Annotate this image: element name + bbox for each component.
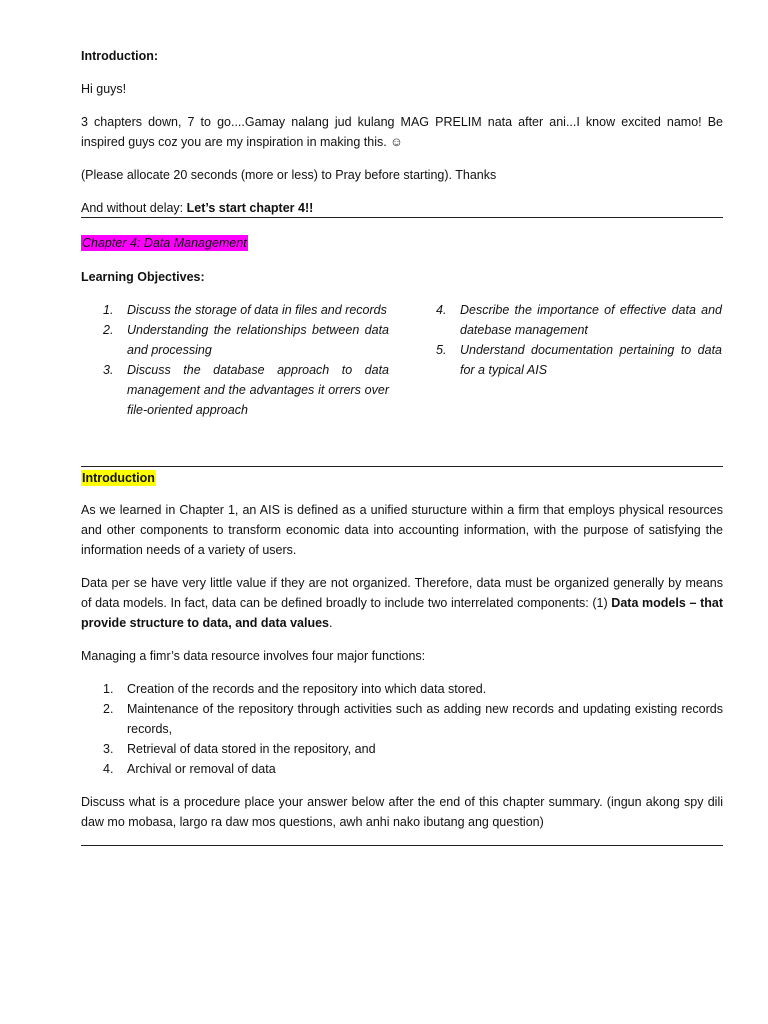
discuss-paragraph: Discuss what is a procedure place your answer below after the end of this chapter summary. (ingun akong spy dili daw mo mobasa, largo ra daw mos questions, awh anhi nako ibutang ang question) [81, 795, 723, 829]
body-paragraph-3: Managing a fimr’s data resource involves four major functions: [81, 649, 426, 663]
intro-paragraph-1: 3 chapters down, 7 to go....Gamay nalang jud kulang MAG PRELIM nata after ani...I know excited namo! Be inspired guys coz you are my inspiration in making this. ☺ [81, 115, 723, 149]
chapter-title: Chapter 4: Data Management [82, 236, 247, 250]
list-item: 5. Understand documentation pertaining to data for a typical AIS [436, 343, 722, 377]
intro-paragraph-3-bold: Let’s start chapter 4!! [186, 201, 314, 215]
objectives-right-column [414, 300, 722, 380]
intro-heading: Introduction: [81, 49, 159, 63]
list-item: 4. Archival or removal of data [103, 762, 276, 776]
section-heading: Introduction [82, 471, 155, 485]
intro-paragraph-2: (Please allocate 20 seconds (more or less) to Pray before starting). Thanks [81, 168, 497, 182]
functions-list [81, 679, 723, 779]
learning-objectives-label: Learning Objectives: [81, 270, 205, 284]
list-item: 1. Discuss the storage of data in files and records [103, 303, 387, 317]
divider-2 [81, 466, 723, 467]
intro-paragraph-3 [81, 198, 723, 218]
objectives-list-left [81, 300, 389, 420]
objectives-list-right [414, 300, 722, 380]
list-item: 2. Understanding the relationships between data and processing [103, 323, 389, 357]
list-item: 3. Discuss the database approach to data management and the advantages it orrers over file-oriented approach [103, 363, 389, 417]
list-item: 4. Describe the importance of effective data and datebase management [436, 303, 722, 337]
divider-3 [81, 845, 723, 846]
body-paragraph-2: Data per se have very little value if they are not organized. Therefore, data must be organized generally by means of data models. In fact, data can be defined broadly to include two interrelated components: (1) Data models – that provide structure to data, and data values. [81, 576, 723, 630]
greeting: Hi guys! [81, 82, 127, 96]
objectives-left-column [81, 300, 389, 420]
list-item: 3. Retrieval of data stored in the repository, and [103, 742, 376, 756]
body-paragraph-1: As we learned in Chapter 1, an AIS is defined as a unified sturucture within a firm that employs physical resources and other components to transform economic data into accounting information, with the purpose of satisfying the information needs of a variety of users. [81, 503, 723, 557]
chapter-title-line [81, 233, 723, 253]
list-item: 1. Creation of the records and the repository into which data stored. [103, 682, 487, 696]
divider-1 [81, 217, 723, 218]
list-item: 2. Maintenance of the repository through activities such as adding new records and updating existing records records, [103, 702, 723, 736]
intro-paragraph-3-prefix: And without delay: [81, 201, 187, 215]
functions-list-wrapper [81, 679, 723, 779]
section-heading-line [81, 468, 723, 488]
